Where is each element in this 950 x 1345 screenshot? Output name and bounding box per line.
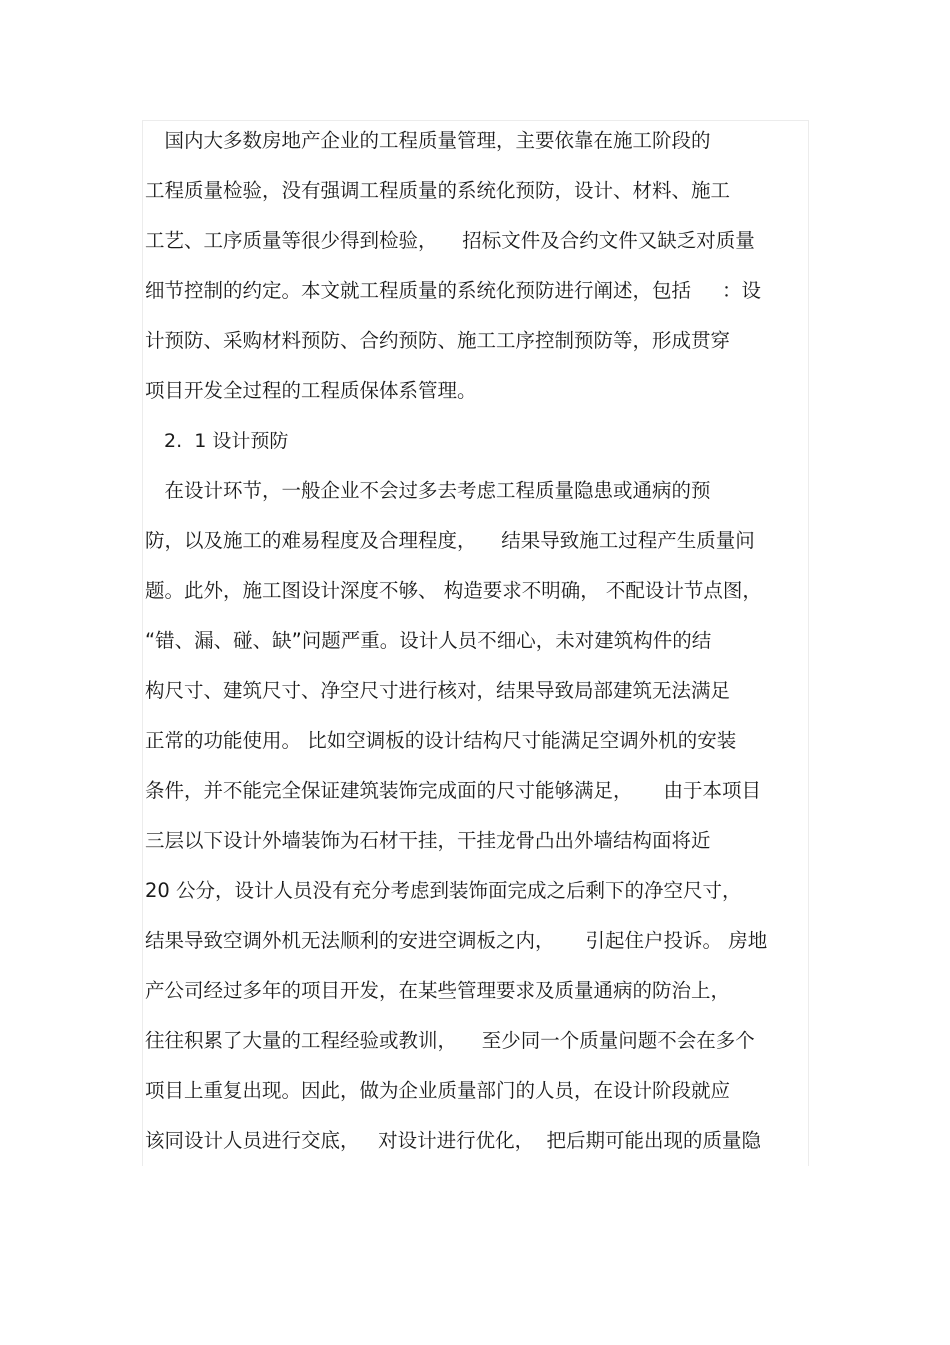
text-line: 构尺寸、建筑尺寸、净空尺寸进行核对，结果导致局部建筑无法满足 (145, 679, 731, 702)
text-line: “错、漏、碰、缺”问题严重。设计人员不细心，未对建筑构件的结 (145, 629, 712, 652)
text-line: 计预防、采购材料预防、合约预防、施工工序控制预防等，形成贯穿 (145, 329, 731, 352)
text-line: 防，以及施工的难易程度及合理程度， 结果导致施工过程产生质量问 (145, 529, 755, 552)
text-line: 国内大多数房地产企业的工程质量管理，主要依靠在施工阶段的 (145, 129, 711, 152)
text-line: 工艺、工序质量等很少得到检验， 招标文件及合约文件又缺乏对质量 (145, 229, 755, 252)
text-line: 三层以下设计外墙装饰为石材干挂，干挂龙骨凸出外墙结构面将近 (145, 829, 711, 852)
text-line: 结果导致空调外机无法顺利的安进空调板之内， 引起住户投诉。 房地 (145, 929, 768, 952)
text-line: 20 公分，设计人员没有充分考虑到装饰面完成之后剩下的净空尺寸， (145, 879, 742, 902)
text-line: 往往积累了大量的工程经验或教训， 至少同一个质量问题不会在多个 (145, 1029, 755, 1052)
text-line: 项目上重复出现。因此，做为企业质量部门的人员，在设计阶段就应 (145, 1079, 731, 1102)
text-line: 在设计环节，一般企业不会过多去考虑工程质量隐患或通病的预 (145, 479, 711, 502)
text-line: 项目开发全过程的工程质保体系管理。 (145, 379, 477, 402)
text-line: 正常的功能使用。 比如空调板的设计结构尺寸能满足空调外机的安装 (145, 729, 737, 752)
text-line: 条件，并不能完全保证建筑装饰完成面的尺寸能够满足， 由于本项目 (145, 779, 761, 802)
text-line: 题。此外，施工图设计深度不够、 构造要求不明确， 不配设计节点图， (145, 579, 762, 602)
text-line: 细节控制的约定。本文就工程质量的系统化预防进行阐述，包括 ：设 (145, 279, 761, 302)
text-line: 工程质量检验，没有强调工程质量的系统化预防，设计、材料、施工 (145, 179, 731, 202)
section-heading: 2. 1 设计预防 (145, 430, 289, 452)
document-body (145, 116, 815, 1166)
text-line: 该同设计人员进行交底， 对设计进行优化， 把后期可能出现的质量隐 (145, 1129, 761, 1152)
text-line: 产公司经过多年的项目开发，在某些管理要求及质量通病的防治上， (145, 979, 731, 1002)
